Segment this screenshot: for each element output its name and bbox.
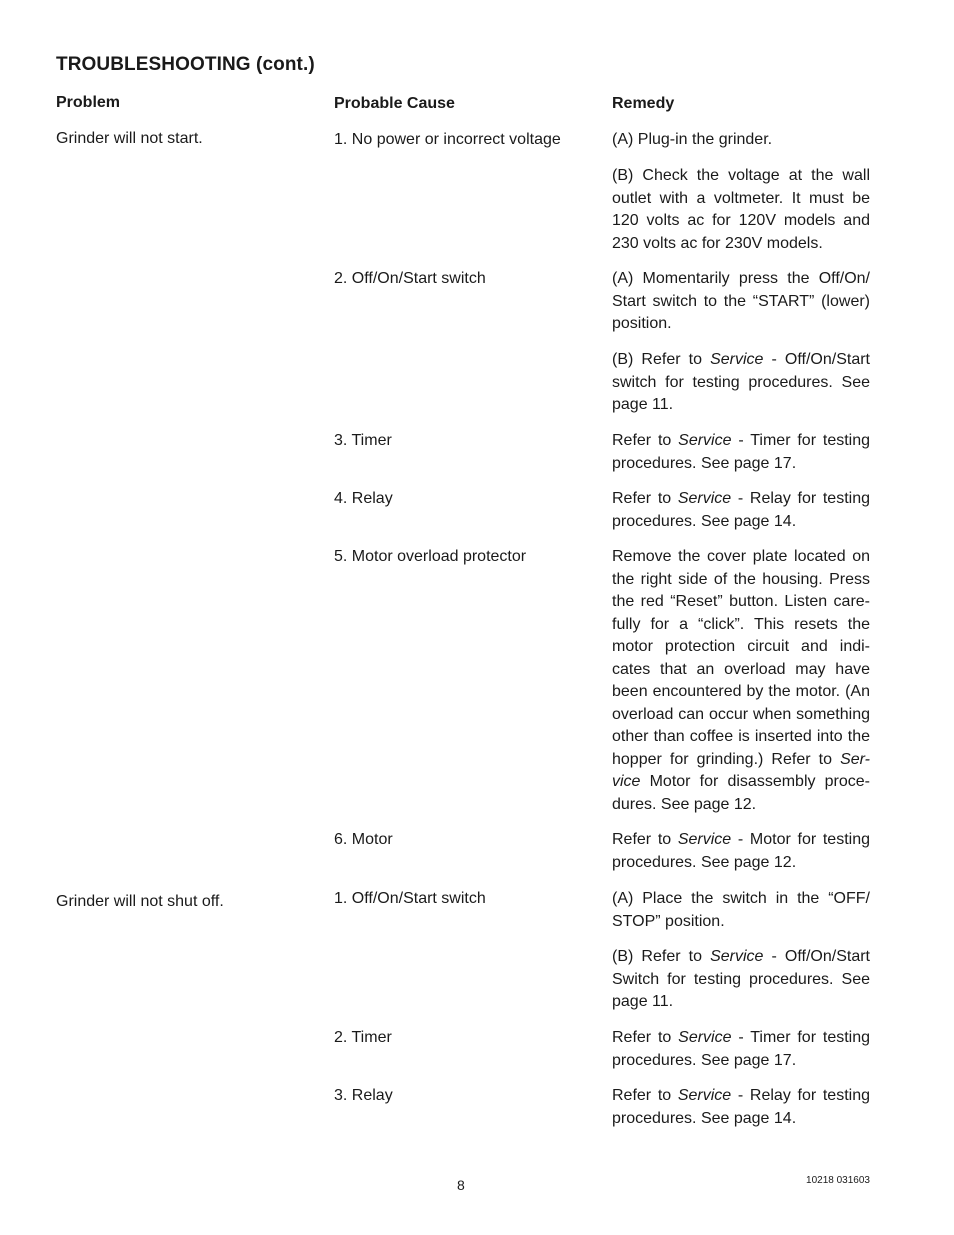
cause-switch: 2. Off/On/Start switch [334,270,486,287]
cause-relay-2: 3. Relay [334,1087,393,1104]
page-title: TROUBLESHOOTING (cont.) [56,54,315,75]
cause-relay: 4. Relay [334,490,393,507]
document-code: 10218 031603 [806,1175,870,1186]
header-probable-cause: Probable Cause [334,95,455,112]
cause-no-power: 1. No power or incorrect voltage [334,131,561,148]
header-problem: Problem [56,94,121,111]
cause-timer: 3. Timer [334,432,392,449]
remedy-press-start: (A) Momentarily press the Off/On/ Start switch to the “START” (lower) position. [612,270,870,332]
remedy-plug-in: (A) Plug-in the grinder. [612,131,773,148]
remedy-refer-motor: Refer to Service - Motor for testing procedures. See page 12. [612,831,870,871]
remedy-refer-switch-2: (B) Refer to Service - Off/On/Start Switch for testing procedures. See page 11. [612,948,870,1010]
remedy-refer-relay: Refer to Service - Relay for testing procedures. See page 14. [612,490,870,530]
remedy-reset-overload: Remove the cover plate located on the right side of the housing. Press the red “Reset” button. Listen care-fully for a “click”. This resets the motor protection circuit and indi-cates that an overload may have been encountered by the motor. (An overload can occur when something other than coffee is inserted into the hopper for grinding.) Refer to Ser-vice Motor for disassembly proce-dures. See page 12. [612,548,870,813]
remedy-refer-timer-2: Refer to Service - Timer for testing procedures. See page 17. [612,1029,871,1069]
problem-will-not-start: Grinder will not start. [56,130,203,147]
problem-will-not-shut-off: Grinder will not shut off. [56,893,224,910]
header-remedy: Remedy [612,95,675,112]
remedy-place-switch-off: (A) Place the switch in the “OFF/ STOP” position. [612,890,870,930]
cause-motor: 6. Motor [334,831,393,848]
cause-timer-2: 2. Timer [334,1029,392,1046]
remedy-check-voltage: (B) Check the voltage at the wall outlet with a voltmeter. It must be 120 volts ac for 120V models and 230 volts ac for 230V models. [612,167,870,252]
cause-motor-overload: 5. Motor overload protector [334,548,527,565]
remedy-refer-switch: (B) Refer to Service - Off/On/Start switch for testing procedures. See page 11. [612,351,870,413]
page-number: 8 [457,1177,465,1193]
remedy-refer-timer: Refer to Service - Timer for testing procedures. See page 17. [612,432,871,472]
remedy-refer-relay-2: Refer to Service - Relay for testing procedures. See page 14. [612,1087,870,1127]
cause-switch-2: 1. Off/On/Start switch [334,890,486,907]
